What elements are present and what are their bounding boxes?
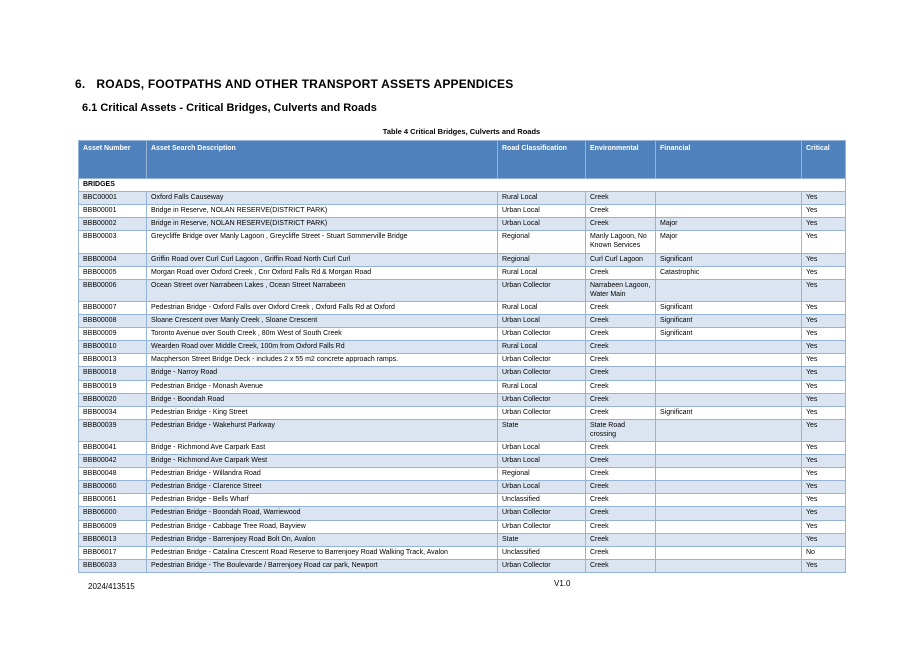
table-row bbox=[79, 266, 846, 279]
cell-description: Pedestrian Bridge - Oxford Falls over Oxford Creek , Oxford Falls Rd at Oxford bbox=[147, 301, 498, 314]
cell-road-classification: Urban Collector bbox=[498, 559, 586, 572]
page-title bbox=[75, 77, 513, 91]
cell-description: Wearden Road over Middle Creek, 100m from Oxford Falls Rd bbox=[147, 341, 498, 354]
table-row bbox=[79, 441, 846, 454]
cell-asset-number: BBB00048 bbox=[79, 468, 147, 481]
cell-asset-number: BBB00002 bbox=[79, 218, 147, 231]
cell-road-classification: Rural Local bbox=[498, 341, 586, 354]
cell-critical: Yes bbox=[802, 507, 846, 520]
cell-asset-number: BBB00018 bbox=[79, 367, 147, 380]
cell-financial bbox=[656, 468, 802, 481]
cell-environmental: Creek bbox=[586, 406, 656, 419]
cell-description: Pedestrian Bridge - Catalina Crescent Road Reserve to Barrenjoey Road Walking Track, Avalon bbox=[147, 546, 498, 559]
section-label: BRIDGES bbox=[79, 179, 846, 192]
cell-road-classification: Urban Local bbox=[498, 315, 586, 328]
cell-environmental: Creek bbox=[586, 494, 656, 507]
cell-asset-number: BBB00008 bbox=[79, 315, 147, 328]
cell-description: Toronto Avenue over South Creek , 80m West of South Creek bbox=[147, 328, 498, 341]
table-row bbox=[79, 231, 846, 253]
cell-road-classification: State bbox=[498, 533, 586, 546]
cell-critical: Yes bbox=[802, 301, 846, 314]
cell-environmental: Creek bbox=[586, 520, 656, 533]
cell-critical: Yes bbox=[802, 520, 846, 533]
cell-environmental: Creek bbox=[586, 468, 656, 481]
table-row bbox=[79, 218, 846, 231]
cell-road-classification: Urban Collector bbox=[498, 507, 586, 520]
cell-description: Pedestrian Bridge - King Street bbox=[147, 406, 498, 419]
cell-environmental: Creek bbox=[586, 192, 656, 205]
cell-description: Greycliffe Bridge over Manly Lagoon , Greycliffe Street - Stuart Sommerville Bridge bbox=[147, 231, 498, 253]
cell-financial bbox=[656, 507, 802, 520]
cell-critical: Yes bbox=[802, 419, 846, 441]
cell-financial bbox=[656, 419, 802, 441]
cell-road-classification: State bbox=[498, 419, 586, 441]
document-reference: 2024/413515 bbox=[88, 582, 135, 591]
cell-description: Bridge - Richmond Ave Carpark East bbox=[147, 441, 498, 454]
cell-financial: Major bbox=[656, 231, 802, 253]
cell-financial: Catastrophic bbox=[656, 266, 802, 279]
cell-environmental: Creek bbox=[586, 546, 656, 559]
cell-critical: Yes bbox=[802, 455, 846, 468]
cell-description: Morgan Road over Oxford Creek , Cnr Oxford Falls Rd & Morgan Road bbox=[147, 266, 498, 279]
cell-road-classification: Urban Collector bbox=[498, 406, 586, 419]
column-header-critical: Critical bbox=[802, 141, 846, 179]
cell-critical: Yes bbox=[802, 218, 846, 231]
cell-road-classification: Unclassified bbox=[498, 494, 586, 507]
table-row bbox=[79, 367, 846, 380]
cell-critical: Yes bbox=[802, 231, 846, 253]
column-header-financial: Financial bbox=[656, 141, 802, 179]
cell-description: Pedestrian Bridge - Barrenjoey Road Bolt On, Avalon bbox=[147, 533, 498, 546]
cell-asset-number: BBB00039 bbox=[79, 419, 147, 441]
cell-financial bbox=[656, 455, 802, 468]
cell-financial: Significant bbox=[656, 328, 802, 341]
cell-asset-number: BBB00020 bbox=[79, 393, 147, 406]
table-row bbox=[79, 301, 846, 314]
table-row bbox=[79, 546, 846, 559]
cell-road-classification: Urban Collector bbox=[498, 367, 586, 380]
table-row bbox=[79, 455, 846, 468]
cell-environmental: State Road crossing bbox=[586, 419, 656, 441]
version-label: V1.0 bbox=[554, 579, 571, 588]
cell-financial: Significant bbox=[656, 253, 802, 266]
table-row bbox=[79, 205, 846, 218]
cell-asset-number: BBB00019 bbox=[79, 380, 147, 393]
cell-environmental: Creek bbox=[586, 507, 656, 520]
cell-road-classification: Urban Collector bbox=[498, 279, 586, 301]
cell-description: Pedestrian Bridge - Bells Wharf bbox=[147, 494, 498, 507]
cell-road-classification: Regional bbox=[498, 253, 586, 266]
cell-asset-number: BBB00005 bbox=[79, 266, 147, 279]
cell-environmental: Creek bbox=[586, 218, 656, 231]
table-row bbox=[79, 341, 846, 354]
cell-description: Pedestrian Bridge - Clarence Street bbox=[147, 481, 498, 494]
cell-road-classification: Urban Local bbox=[498, 481, 586, 494]
cell-critical: Yes bbox=[802, 341, 846, 354]
cell-financial bbox=[656, 546, 802, 559]
cell-asset-number: BBB00013 bbox=[79, 354, 147, 367]
cell-critical: Yes bbox=[802, 494, 846, 507]
table-row bbox=[79, 494, 846, 507]
table-row bbox=[79, 279, 846, 301]
cell-road-classification: Urban Collector bbox=[498, 520, 586, 533]
cell-financial bbox=[656, 341, 802, 354]
cell-description: Pedestrian Bridge - Cabbage Tree Road, Bayview bbox=[147, 520, 498, 533]
cell-critical: No bbox=[802, 546, 846, 559]
cell-road-classification: Rural Local bbox=[498, 266, 586, 279]
cell-road-classification: Urban Local bbox=[498, 455, 586, 468]
cell-asset-number: BBC00001 bbox=[79, 192, 147, 205]
table-row bbox=[79, 406, 846, 419]
cell-financial: Major bbox=[656, 218, 802, 231]
cell-asset-number: BBB00006 bbox=[79, 279, 147, 301]
table-row bbox=[79, 328, 846, 341]
cell-environmental: Creek bbox=[586, 301, 656, 314]
cell-financial: Significant bbox=[656, 301, 802, 314]
column-header-environmental: Environmental bbox=[586, 141, 656, 179]
column-header-asset-number: Asset Number bbox=[79, 141, 147, 179]
table-row bbox=[79, 419, 846, 441]
column-header-road-classification: Road Classification bbox=[498, 141, 586, 179]
cell-environmental: Creek bbox=[586, 455, 656, 468]
cell-asset-number: BBB06013 bbox=[79, 533, 147, 546]
cell-road-classification: Regional bbox=[498, 468, 586, 481]
cell-asset-number: BBB06017 bbox=[79, 546, 147, 559]
cell-financial bbox=[656, 494, 802, 507]
cell-environmental: Creek bbox=[586, 533, 656, 546]
cell-critical: Yes bbox=[802, 380, 846, 393]
cell-environmental: Creek bbox=[586, 367, 656, 380]
cell-environmental: Creek bbox=[586, 205, 656, 218]
cell-environmental: Creek bbox=[586, 266, 656, 279]
cell-description: Bridge in Reserve, NOLAN RESERVE(DISTRICT PARK) bbox=[147, 205, 498, 218]
cell-description: Bridge - Boondah Road bbox=[147, 393, 498, 406]
cell-road-classification: Urban Collector bbox=[498, 393, 586, 406]
cell-financial bbox=[656, 367, 802, 380]
table-row bbox=[79, 354, 846, 367]
cell-financial bbox=[656, 192, 802, 205]
cell-asset-number: BBB00001 bbox=[79, 205, 147, 218]
section-row bbox=[79, 179, 846, 192]
cell-environmental: Manly Lagoon, No Known Services bbox=[586, 231, 656, 253]
cell-critical: Yes bbox=[802, 441, 846, 454]
cell-critical: Yes bbox=[802, 468, 846, 481]
cell-description: Ocean Street over Narrabeen Lakes , Ocean Street Narrabeen bbox=[147, 279, 498, 301]
cell-asset-number: BBB00042 bbox=[79, 455, 147, 468]
cell-asset-number: BBB06033 bbox=[79, 559, 147, 572]
cell-description: Sloane Crescent over Manly Creek , Sloane Crescent bbox=[147, 315, 498, 328]
cell-environmental: Creek bbox=[586, 341, 656, 354]
cell-financial bbox=[656, 205, 802, 218]
cell-road-classification: Rural Local bbox=[498, 192, 586, 205]
page-title-text: ROADS, FOOTPATHS AND OTHER TRANSPORT ASSETS APPENDICES bbox=[96, 77, 514, 91]
cell-description: Bridge - Richmond Ave Carpark West bbox=[147, 455, 498, 468]
cell-critical: Yes bbox=[802, 393, 846, 406]
cell-critical: Yes bbox=[802, 192, 846, 205]
cell-environmental: Creek bbox=[586, 441, 656, 454]
cell-asset-number: BBB00009 bbox=[79, 328, 147, 341]
cell-road-classification: Rural Local bbox=[498, 380, 586, 393]
table-caption: Table 4 Critical Bridges, Culverts and Roads bbox=[382, 127, 541, 136]
cell-critical: Yes bbox=[802, 205, 846, 218]
cell-road-classification: Regional bbox=[498, 231, 586, 253]
cell-critical: Yes bbox=[802, 253, 846, 266]
page-title-number: 6. bbox=[75, 77, 86, 91]
cell-environmental: Creek bbox=[586, 380, 656, 393]
table-row bbox=[79, 315, 846, 328]
table-body bbox=[79, 179, 846, 573]
table-header-row bbox=[79, 141, 846, 179]
cell-road-classification: Urban Local bbox=[498, 218, 586, 231]
cell-environmental: Curl Curl Lagoon bbox=[586, 253, 656, 266]
cell-description: Pedestrian Bridge - Monash Avenue bbox=[147, 380, 498, 393]
cell-financial bbox=[656, 559, 802, 572]
table-header bbox=[79, 141, 846, 179]
cell-description: Macpherson Street Bridge Deck - includes 2 x 55 m2 concrete approach ramps. bbox=[147, 354, 498, 367]
cell-environmental: Creek bbox=[586, 328, 656, 341]
table-row bbox=[79, 481, 846, 494]
column-header-asset-search-description: Asset Search Description bbox=[147, 141, 498, 179]
cell-financial: Significant bbox=[656, 315, 802, 328]
cell-asset-number: BBB00041 bbox=[79, 441, 147, 454]
cell-critical: Yes bbox=[802, 354, 846, 367]
cell-asset-number: BBB00010 bbox=[79, 341, 147, 354]
cell-asset-number: BBB00060 bbox=[79, 481, 147, 494]
cell-critical: Yes bbox=[802, 481, 846, 494]
cell-environmental: Creek bbox=[586, 559, 656, 572]
cell-road-classification: Rural Local bbox=[498, 301, 586, 314]
cell-environmental: Creek bbox=[586, 354, 656, 367]
cell-description: Bridge in Reserve, NOLAN RESERVE(DISTRICT PARK) bbox=[147, 218, 498, 231]
table-row bbox=[79, 393, 846, 406]
critical-assets-table bbox=[78, 140, 846, 573]
cell-critical: Yes bbox=[802, 279, 846, 301]
cell-environmental: Creek bbox=[586, 393, 656, 406]
cell-asset-number: BBB00007 bbox=[79, 301, 147, 314]
table-row bbox=[79, 533, 846, 546]
cell-critical: Yes bbox=[802, 533, 846, 546]
cell-road-classification: Urban Collector bbox=[498, 354, 586, 367]
cell-financial bbox=[656, 279, 802, 301]
cell-description: Pedestrian Bridge - Willandra Road bbox=[147, 468, 498, 481]
cell-asset-number: BBB00061 bbox=[79, 494, 147, 507]
cell-description: Bridge - Narroy Road bbox=[147, 367, 498, 380]
cell-financial bbox=[656, 533, 802, 546]
cell-critical: Yes bbox=[802, 328, 846, 341]
cell-asset-number: BBB00003 bbox=[79, 231, 147, 253]
table-row bbox=[79, 380, 846, 393]
cell-asset-number: BBB06000 bbox=[79, 507, 147, 520]
cell-environmental: Creek bbox=[586, 315, 656, 328]
table-row bbox=[79, 192, 846, 205]
cell-financial bbox=[656, 380, 802, 393]
cell-financial bbox=[656, 441, 802, 454]
cell-environmental: Narrabeen Lagoon, Water Main bbox=[586, 279, 656, 301]
table-row bbox=[79, 253, 846, 266]
cell-road-classification: Urban Collector bbox=[498, 328, 586, 341]
cell-critical: Yes bbox=[802, 406, 846, 419]
cell-description: Pedestrian Bridge - The Boulevarde / Barrenjoey Road car park, Newport bbox=[147, 559, 498, 572]
cell-asset-number: BBB06009 bbox=[79, 520, 147, 533]
cell-environmental: Creek bbox=[586, 481, 656, 494]
table-row bbox=[79, 559, 846, 572]
cell-road-classification: Unclassified bbox=[498, 546, 586, 559]
cell-critical: Yes bbox=[802, 315, 846, 328]
cell-description: Pedestrian Bridge - Wakehurst Parkway bbox=[147, 419, 498, 441]
cell-description: Oxford Falls Causeway bbox=[147, 192, 498, 205]
cell-description: Griffin Road over Curl Curl Lagoon , Griffin Road North Curl Curl bbox=[147, 253, 498, 266]
table-row bbox=[79, 520, 846, 533]
cell-asset-number: BBB00034 bbox=[79, 406, 147, 419]
section-subheading: 6.1 Critical Assets - Critical Bridges, Culverts and Roads bbox=[82, 102, 377, 114]
cell-critical: Yes bbox=[802, 367, 846, 380]
cell-financial bbox=[656, 520, 802, 533]
table-row bbox=[79, 468, 846, 481]
cell-financial bbox=[656, 354, 802, 367]
cell-financial bbox=[656, 481, 802, 494]
cell-road-classification: Urban Local bbox=[498, 441, 586, 454]
cell-critical: Yes bbox=[802, 266, 846, 279]
table-row bbox=[79, 507, 846, 520]
cell-asset-number: BBB00004 bbox=[79, 253, 147, 266]
cell-financial: Significant bbox=[656, 406, 802, 419]
cell-road-classification: Urban Local bbox=[498, 205, 586, 218]
cell-critical: Yes bbox=[802, 559, 846, 572]
cell-description: Pedestrian Bridge - Boondah Road, Warriewood bbox=[147, 507, 498, 520]
cell-financial bbox=[656, 393, 802, 406]
